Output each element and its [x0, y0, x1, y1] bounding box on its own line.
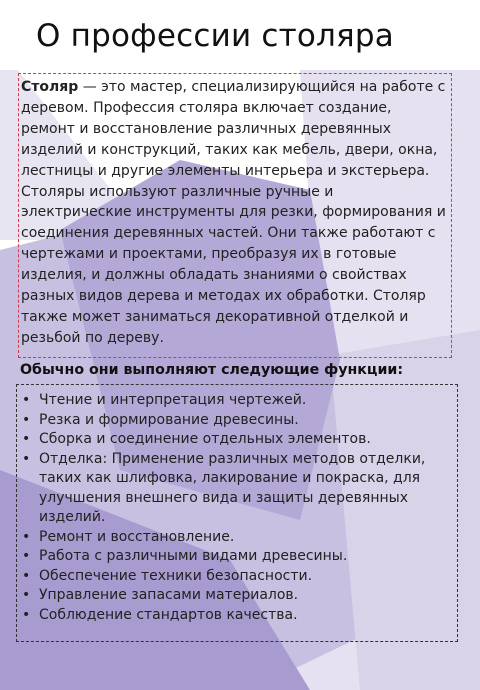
function-item-inventory	[17, 586, 449, 606]
function-item-text: Работа с различными видами древесины.	[39, 548, 348, 564]
functions-heading: Обычно они выполняют следующие функции:	[20, 362, 404, 378]
function-item-text: Чтение и интерпретация чертежей.	[39, 392, 307, 408]
function-item-quality	[17, 606, 449, 626]
bullet-icon: •	[22, 431, 31, 447]
function-item-text: Управление запасами материалов.	[39, 587, 299, 603]
function-item-assembly	[17, 430, 449, 450]
function-item-finishing	[17, 450, 449, 528]
bullet-icon: •	[22, 450, 31, 467]
bullet-icon: •	[22, 411, 31, 428]
function-item-text: Отделка: Применение различных методов отделки, таких как шлифовка, лакирование и покраска, для улучшения внешнего вида и защиты деревянных изделий.	[39, 450, 426, 525]
bullet-icon: •	[22, 606, 31, 623]
function-item-text: Обеспечение техники безопасности.	[39, 567, 313, 584]
functions-box	[16, 384, 458, 642]
intro-term: Столяр	[21, 79, 79, 95]
function-item-cutting	[17, 411, 449, 431]
intro-description: — это мастер, специализирующийся на работе с деревом. Профессия столяра включает создание, ремонт и восстановление различных деревянных изделий и конструкций, таких как мебель, двери, окна, лестницы и другие элементы интерьера и экстерьера. Столяры используют различные ручные и электрические инструменты для резки, формирования и соединения деревянных частей. Они также работают с чертежами и проектами, преобразуя их в готовые изделия, и должны обладать знаниями о свойствах разных видов дерева и методах их обработки. Столяр также может заниматься декоративной отделкой и резьбой по дереву.	[21, 79, 446, 346]
function-item-wood-types	[17, 547, 449, 567]
function-item-reading	[17, 391, 449, 411]
intro-text-box	[18, 73, 452, 358]
bullet-icon: •	[22, 548, 31, 564]
function-item-text: Сборка и соединение отдельных элементов.	[39, 431, 371, 447]
bullet-icon: •	[22, 567, 31, 584]
bullet-icon: •	[22, 528, 31, 545]
function-item-repair	[17, 528, 449, 548]
page-title: О профессии столяра	[36, 18, 394, 54]
intro-paragraph	[21, 77, 448, 349]
function-item-safety	[17, 567, 449, 587]
function-item-text: Ремонт и восстановление.	[39, 528, 235, 545]
bullet-icon: •	[22, 392, 31, 408]
bullet-icon: •	[22, 587, 31, 603]
function-item-text: Соблюдение стандартов качества.	[39, 606, 298, 623]
function-item-text: Резка и формирование древесины.	[39, 411, 299, 428]
functions-list	[17, 391, 449, 625]
